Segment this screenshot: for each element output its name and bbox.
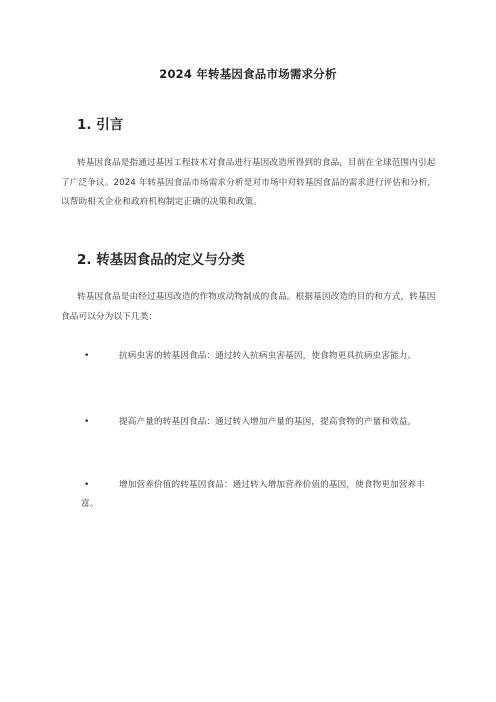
list-item [81, 413, 437, 432]
section-heading-introduction: 1. 引言 [77, 117, 124, 133]
definition-paragraph: 转基因食品是由经过基因改造的作物或动物制成的食品。根据基因改造的目的和方式，转基因食品可以分为以下几类： [61, 292, 436, 322]
document-title: 2024 年转基因食品市场需求分析 [159, 67, 337, 81]
list-item [81, 476, 437, 514]
bullet-icon: • [84, 480, 90, 490]
bullet-icon: • [84, 351, 90, 361]
bullet-icon: • [84, 417, 90, 427]
list-item-text: 抗病虫害的转基因食品：通过转入抗病虫害基因，使食物更具抗病虫害能力。 [119, 351, 417, 361]
list-item-text: 增加营养价值的转基因食品：通过转入增加营养价值的基因，使食物更加营养丰富。 [81, 480, 426, 509]
section-heading-definition: 2. 转基因食品的定义与分类 [77, 252, 245, 268]
list-item [81, 347, 437, 366]
list-item-text: 提高产量的转基因食品：通过转入增加产量的基因，提高食物的产量和效益。 [119, 417, 417, 427]
introduction-paragraph: 转基因食品是指通过基因工程技术对食品进行基因改造所得到的食品，目前在全球范围内引起了广泛争议。2024 年转基因食品市场需求分析是对市场中对转基因食品的需求进行评估和分析，以帮助相关企业和政府机构制定正确的决策和政策。 [61, 158, 437, 207]
